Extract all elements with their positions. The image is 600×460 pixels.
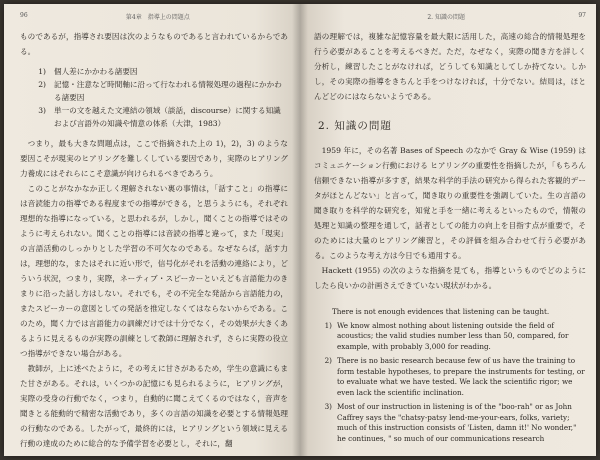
english-quote-item	[318, 402, 586, 444]
english-item-number: 2)	[324, 356, 332, 365]
list-item-text: 個人差にかかわる諸要因	[54, 67, 138, 76]
english-quote-item	[318, 356, 586, 398]
right-section-header: 2. 知識の問題	[427, 14, 465, 21]
factor-list	[20, 65, 288, 130]
left-paragraph: 教師が，上に述べたように，その考えに甘さがあるため，学生の意識にもまた甘さがある。それは，いくつかの記憶にも見られるように，ヒアリングが，実際の受身の行動でなく，つまり，自動的に聞こえてくるのではなく，音声を聞きとる能動的で精密な活動であり，多くの言語の知識を必要とする情報処理の行動なのである。したがって，最終的には，ヒアリングという領域に見える行動の達成のために総合的な予備学習を必要とし，それに，翻	[20, 364, 288, 448]
section-heading: 2. 知識の問題	[318, 120, 392, 132]
english-item-number: 3)	[324, 402, 332, 411]
right-top-paragraph: 語の理解では，複雑な記憶容量を最大限に活用した，高速の総合的情報処理を行う必要があることを考えるべきだ。ただ，なぜなく，実際の聞き方を詳しく分析し，練習したことがなければ，どうしても知識としてしか持てない。しかし，その実際の指導をきちんと手をつけなければ，十分でない。結局は，ほとんどどのにはならないようである。	[314, 32, 586, 101]
english-item-number: 1)	[324, 320, 332, 330]
right-page-number: 97	[578, 12, 586, 19]
left-page-number: 96	[20, 12, 28, 19]
list-item-text: 記憶・注意など時間軸に沿って行なわれる情報処理の過程にかかわる諸要因	[54, 80, 282, 102]
left-running-head	[20, 12, 288, 21]
english-quote-item	[318, 321, 586, 353]
left-page	[4, 4, 300, 456]
left-paragraph: つまり，最も大きな問題点は，ここで指摘された上の 1)，2)，3) のような要因こそが現実のヒアリングを難しくしている要因であり，実際のヒアリング力養成にはそれらにこそ意識が向けられるべきであろう。	[20, 139, 288, 178]
english-item-text: Most of our instruction in listening is of the "boo-rah" or as John Caffrey says the "chatsy-patsy lend-me-your-ears, folks, variety; much of this instruction consists of 'Listen, damn it!' No wonder," he continues, " so much of our communications research	[337, 402, 577, 443]
list-item-text: 単一の文を越えた文連結の領域（談話，discourse）に関する知識および言語外の知識や情意の体系（大津，1983）	[54, 106, 281, 128]
list-item	[20, 78, 288, 104]
book-spread	[4, 4, 596, 456]
right-paragraph: 1959 年に，その名著 Bases of Speech のなかで Gray & Wise (1959) はコミュニケーション行動における ヒアリングの重要性を指摘したが，「もちろん信頼できない指導が多すぎ，結果な科学的手法の研究から得られた客観的データがほとんどない」と言って，聞き取りの重要性を強調していた。生の言語の聞き取りを科学的な研究を，知覚と手を一緒に考えるといったもので，情報の処理と知識の整理を通して，話者としての能力の向上を目指す点が重要で，そのためには大量のヒアリング練習と，その評価を組み合わせて行う必要がある。このような考え方は今日でも通用する。	[314, 146, 586, 260]
left-paragraph: このことがなかなか正しく理解されない裏の事情は，「話すこと」の指導には音読能力の指導である程度までの指導ができる，と思うようにも，それぞれ理想的な指導になっている，と思われるが，しかし，聞くことの指導ではそのように考えられない。聞くことの指導には音読の指導と違って，また「現実」の言語活動のしっかりとした学習の不可欠なのである。なぜならば，話す力は，理想的な，またはそれに近い形で，信号化がそれを活動の連絡により，どういう状況，つまり，実際，ネーティブ・スピーカーといえども言語能力のきまりに沿った話し方はしない。それでも，その不完全な発話から言語能力の，またスピーカーの意図としての発話を推定しなくてはならないからである。このため，聞く力では言語能力の訓練だけでは十分でなく，その効果が大きくあるように見えるものが実際の訓練として教師に理解されず，さらに実際の役立つ指導ができない場合がある。	[20, 184, 288, 358]
english-quote-intro: There is not enough evidences that listening can be taught.	[332, 307, 550, 316]
english-item-text: There is no basic research because few of us have the training to form testable hypotheses, to prepare the instruments for testing, or to evaluate what we have tested. We lack the scientific rigor; we even lack the scientific inclination.	[337, 356, 585, 397]
list-item-number: 1)	[38, 67, 46, 76]
left-intro-paragraph: ものであるが，指導され要因は次のようなものであると言われているからである。	[20, 32, 288, 56]
list-item-number: 2)	[38, 80, 46, 89]
english-item-text: We know almost nothing about listening outside the field of acoustics; the valid studies number less than 50, compared, for example, with probably 3,000 for reading.	[337, 320, 569, 351]
english-quote-block	[314, 307, 586, 444]
right-page	[300, 4, 596, 456]
list-item	[20, 65, 288, 78]
list-item	[20, 104, 288, 130]
left-chapter-title: 第4章 指導上の問題点	[125, 14, 190, 21]
list-item-number: 3)	[38, 106, 46, 115]
right-paragraph: Hackett (1955) の次のような指摘を見ても，指導というものでどのようにしたら良いかの計画さえできていない現状がわかる。	[314, 266, 586, 290]
right-running-head	[314, 12, 586, 21]
